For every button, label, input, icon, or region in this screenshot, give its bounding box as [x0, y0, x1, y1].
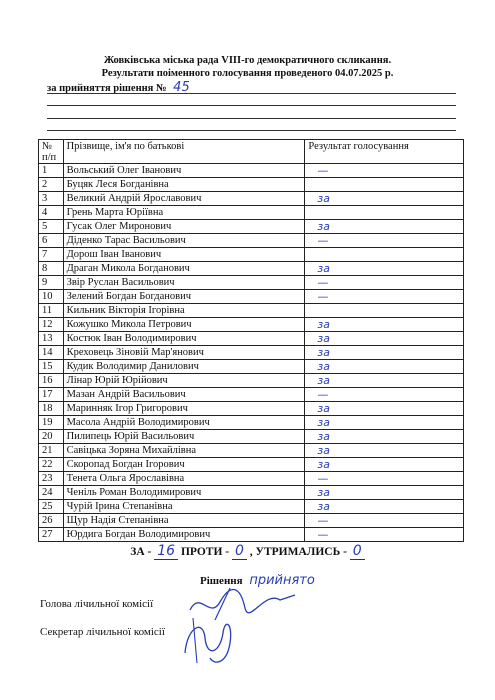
table-row [39, 290, 464, 304]
row-number: 23 [39, 472, 64, 486]
row-name: Чурій Ірина Степанівна [63, 500, 305, 514]
row-name: Мазан Андрій Васильович [63, 388, 305, 402]
row-result: — [305, 234, 464, 248]
column-header-name: Прізвище, ім'я по батькові [63, 140, 305, 164]
row-result: за [305, 402, 464, 416]
row-number: 27 [39, 528, 64, 542]
proty-label: ПРОТИ - [180, 546, 230, 558]
row-number: 20 [39, 430, 64, 444]
row-name: Кильник Вікторія Ігорівна [63, 304, 305, 318]
table-header-row [39, 140, 464, 164]
row-name: Дорош Іван Іванович [63, 248, 305, 262]
blank-line [47, 105, 456, 106]
row-number: 14 [39, 346, 64, 360]
row-name: Лінар Юрій Юрійович [63, 374, 305, 388]
row-result [305, 248, 464, 262]
table-row [39, 234, 464, 248]
row-name: Великий Андрій Ярославович [63, 192, 305, 206]
header-line-2: Результати поіменного голосування проведеного 04.07.2025 р. [101, 68, 394, 79]
table-row [39, 318, 464, 332]
row-number: 7 [39, 248, 64, 262]
table-row [39, 416, 464, 430]
row-result: за [305, 416, 464, 430]
vote-table [38, 139, 464, 542]
row-number: 13 [39, 332, 64, 346]
table-row [39, 360, 464, 374]
row-number: 26 [39, 514, 64, 528]
table-row [39, 276, 464, 290]
header-line-1: Жовківська міська рада VIII-го демократичного скликання. [103, 55, 392, 66]
row-number: 3 [39, 192, 64, 206]
row-result: за [305, 192, 464, 206]
row-result: за [305, 346, 464, 360]
row-result: за [305, 430, 464, 444]
table-row [39, 444, 464, 458]
rishennia-value: прийнято [249, 573, 315, 588]
row-name: Кудик Володимир Данилович [63, 360, 305, 374]
table-row [39, 500, 464, 514]
table-row [39, 388, 464, 402]
row-number: 2 [39, 178, 64, 192]
table-row [39, 472, 464, 486]
table-row [39, 262, 464, 276]
row-name: Грень Марта Юріївна [63, 206, 305, 220]
blank-line [47, 130, 456, 131]
row-number: 9 [39, 276, 64, 290]
table-row [39, 178, 464, 192]
row-name: Креховець Зіновій Мар'янович [63, 346, 305, 360]
row-result: — [305, 528, 464, 542]
row-name: Скоропад Богдан Ігорович [63, 458, 305, 472]
decision-label: за прийняття рішення № [47, 83, 167, 94]
row-result: за [305, 360, 464, 374]
row-number: 10 [39, 290, 64, 304]
row-name: Юрдига Богдан Володимирович [63, 528, 305, 542]
row-name: Вольський Олег Іванович [63, 164, 305, 178]
row-name: Діденко Тарас Васильович [63, 234, 305, 248]
row-result: за [305, 444, 464, 458]
row-result: — [305, 276, 464, 290]
za-label: ЗА - [130, 546, 152, 558]
table-row [39, 458, 464, 472]
column-header-result: Результат голосування [305, 140, 464, 164]
row-number: 11 [39, 304, 64, 318]
row-result: за [305, 262, 464, 276]
vote-summary [0, 543, 495, 559]
table-row [39, 528, 464, 542]
row-result [305, 178, 464, 192]
row-number: 1 [39, 164, 64, 178]
row-number: 19 [39, 416, 64, 430]
row-result: за [305, 374, 464, 388]
row-result: — [305, 388, 464, 402]
rishennia-label: Рішення [200, 575, 243, 587]
utrymalys-value: 0 [350, 543, 365, 560]
row-number: 5 [39, 220, 64, 234]
table-row [39, 430, 464, 444]
table-row [39, 164, 464, 178]
row-name: Тенета Ольга Ярославівна [63, 472, 305, 486]
row-number: 15 [39, 360, 64, 374]
row-number: 6 [39, 234, 64, 248]
row-result: за [305, 332, 464, 346]
row-result [305, 206, 464, 220]
blank-line [47, 118, 456, 119]
row-name: Звір Руслан Васильович [63, 276, 305, 290]
row-name: Масола Андрій Володимирович [63, 416, 305, 430]
table-row [39, 304, 464, 318]
column-header-number: № п/п [39, 140, 64, 164]
table-row [39, 206, 464, 220]
row-number: 25 [39, 500, 64, 514]
row-number: 24 [39, 486, 64, 500]
utrymalys-label: , УТРИМАЛИСЬ - [249, 546, 347, 558]
row-result: за [305, 500, 464, 514]
secretary-label: Секретар лічильної комісії [40, 626, 165, 638]
table-row [39, 248, 464, 262]
chair-label: Голова лічильної комісії [40, 598, 154, 610]
table-row [39, 332, 464, 346]
row-name: Кожушко Микола Петрович [63, 318, 305, 332]
row-number: 16 [39, 374, 64, 388]
row-number: 4 [39, 206, 64, 220]
table-row [39, 192, 464, 206]
row-result: — [305, 514, 464, 528]
za-value: 16 [154, 543, 178, 560]
row-name: Гусак Олег Миронович [63, 220, 305, 234]
row-result: за [305, 458, 464, 472]
row-number: 12 [39, 318, 64, 332]
table-row [39, 402, 464, 416]
row-name: Щур Надія Степанівна [63, 514, 305, 528]
row-result: — [305, 290, 464, 304]
proty-value: 0 [232, 543, 247, 560]
row-name: Пилипець Юрій Васильович [63, 430, 305, 444]
row-name: Костюк Іван Володимирович [63, 332, 305, 346]
table-row [39, 374, 464, 388]
row-number: 21 [39, 444, 64, 458]
row-result: — [305, 164, 464, 178]
row-name: Буцяк Леся Богданівна [63, 178, 305, 192]
table-row [39, 514, 464, 528]
row-result [305, 304, 464, 318]
table-row [39, 486, 464, 500]
row-result: за [305, 486, 464, 500]
row-result: за [305, 220, 464, 234]
vote-table-body [39, 164, 464, 542]
row-number: 17 [39, 388, 64, 402]
row-number: 18 [39, 402, 64, 416]
row-name: Савіцька Зоряна Михайлівна [63, 444, 305, 458]
row-name: Драган Микола Богданович [63, 262, 305, 276]
row-result: за [305, 318, 464, 332]
row-number: 8 [39, 262, 64, 276]
row-result: — [305, 472, 464, 486]
row-number: 22 [39, 458, 64, 472]
secretary-signature-icon [175, 608, 245, 668]
decision-number: 45 [173, 80, 190, 95]
table-row [39, 346, 464, 360]
row-name: Зелений Богдан Богданович [63, 290, 305, 304]
row-name: Ченіль Роман Володимирович [63, 486, 305, 500]
table-row [39, 220, 464, 234]
row-name: Маринняк Ігор Григорович [63, 402, 305, 416]
blank-line [47, 93, 456, 94]
